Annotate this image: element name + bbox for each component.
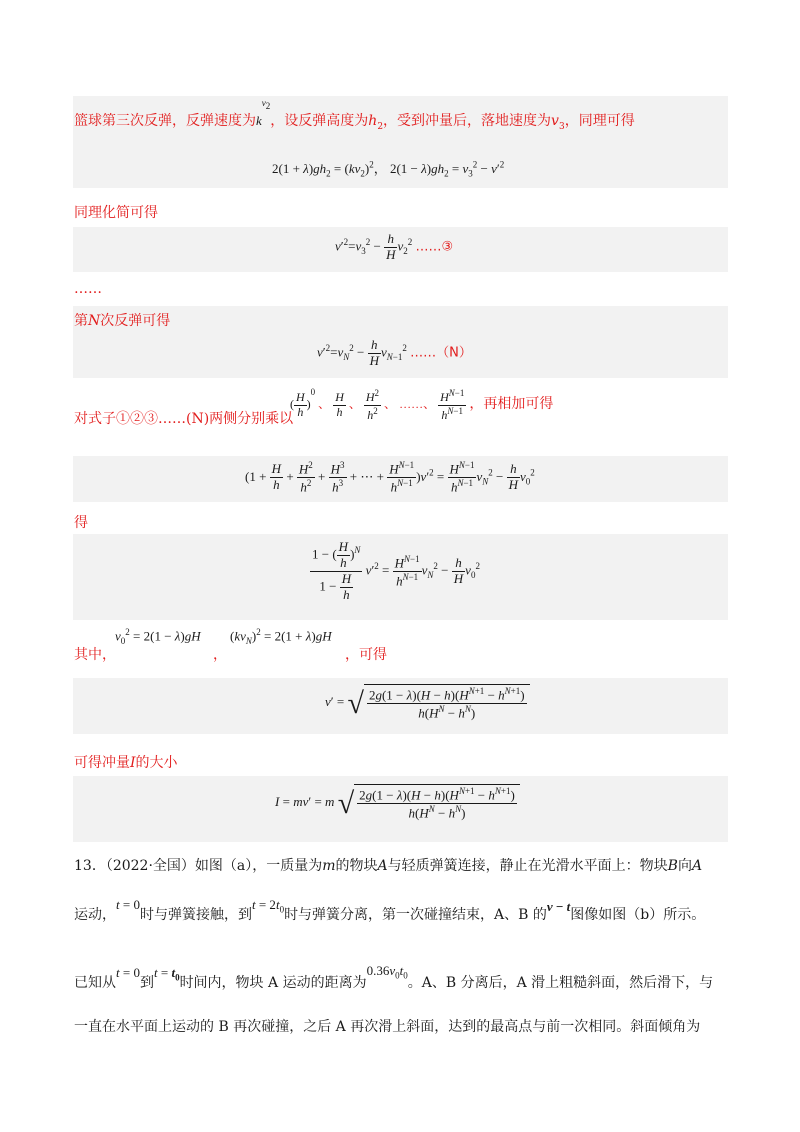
question-13-line-4: 一直在水平面上运动的 B 再次碰撞，之后 A 再次滑上斜面，达到的最高点与前一次相同。斜面倾角为 bbox=[74, 1019, 701, 1035]
text-obtain: 得 bbox=[74, 515, 88, 531]
equation-sum: (1 + $\frac{H}{h}$ + $\frac{H^2}{h^2}$ + $\frac{H^3}{h^3}$ + ⋯ + $\frac{H^{N-1}}{h^{N-1}}$ )$v'^2$ = $\frac{H^{N-1}}{h^{N-1}}$ $v_N^2$ − $\frac{h}{H}$ $v_0^2$ bbox=[245, 460, 535, 495]
paragraph-third-bounce: 篮球第三次反弹，反弹速度为$k^{v_2}$，设反弹高度为$h_2$，受到冲量后，落地速度为$v_3$，同理可得 bbox=[74, 97, 635, 132]
equation-N: $v'^2=v_N^2$ − $\frac{h}{H}$ $v_{N-1}^2$ ……（N） bbox=[317, 337, 472, 368]
equation-impulse: I = mv′ = m √ $\frac{2g(1 - \lambda)(H - h)(H^{N+1} - h^{N+1})}{h(H^N - h^N)}$ bbox=[275, 784, 520, 822]
text-comma: ， bbox=[213, 647, 227, 663]
text-ellipsis: …… bbox=[74, 281, 102, 297]
text-then: ，可得 bbox=[345, 647, 387, 663]
question-13-line-3: 已知从t = 0到$t = t_0$时间内，物块 A 运动的距离为$0.36v_0t_0$。A、B 分离后，A 滑上粗糙斜面，然后滑下，与 bbox=[74, 963, 714, 991]
equation-geometric-sum: 1 − ( $\frac{H}{h}$ )$^N$ 1 − $\frac{H}{h}$ $v'^2$ = $\frac{H^{N-1}}{h^{N-1}}$ $v_N^2$ − $\frac{h}{H}$ $v_0^2$ bbox=[312, 539, 480, 602]
text-nth-bounce: 第N次反弹可得 bbox=[74, 313, 171, 329]
question-13-line-1: 13．（2022·全国）如图（a），一质量为m的物块A与轻质弹簧连接，静止在光滑水平面上：物块B向A bbox=[74, 858, 703, 874]
text-simplify: 同理化简可得 bbox=[74, 205, 158, 221]
equation-v-prime: v′ = √ $\frac{2g(1 - \lambda)(H - h)(H^{N+1} - h^{N+1})}{h(H^N - h^N)}$ bbox=[325, 684, 530, 722]
question-13-line-2: 运动，t = 0时与弹簧接触，到$t = 2t_0$时与弹簧分离，第一次碰撞结束，A、B 的v − t图像如图（b）所示。 bbox=[74, 897, 706, 923]
multiplier-factors: ( $\frac{H}{h}$ )$^0$ 、 $\frac{H}{h}$ 、 $\frac{H^2}{h^2}$ 、 ……、 $\frac{H^{N-1}}{h^{N-1}}$ ，再相加可得 bbox=[290, 387, 554, 422]
text-impulse: 可得冲量I的大小 bbox=[74, 755, 178, 771]
text-where: 其中， bbox=[74, 647, 116, 663]
equation-conditions: $v_0^2 = 2(1 - \lambda)gH$ bbox=[115, 627, 201, 646]
equation-3: $v'^2=v_3^2$ − $\frac{h}{H}$ $v_2^2$ ……③ bbox=[335, 231, 454, 262]
equation-third-bounce: $2(1 + \lambda)gh_2 = (kv_2)^2$， $2(1 - \lambda)gh_2 = v_3^2 - v'^2$ bbox=[272, 159, 505, 179]
text-multiply: 对式子①②③……(N)两侧分别乘以 bbox=[74, 411, 294, 427]
equation-conditions-2: $(kv_N)^2 = 2(1 + \lambda)gH$ bbox=[230, 627, 332, 646]
